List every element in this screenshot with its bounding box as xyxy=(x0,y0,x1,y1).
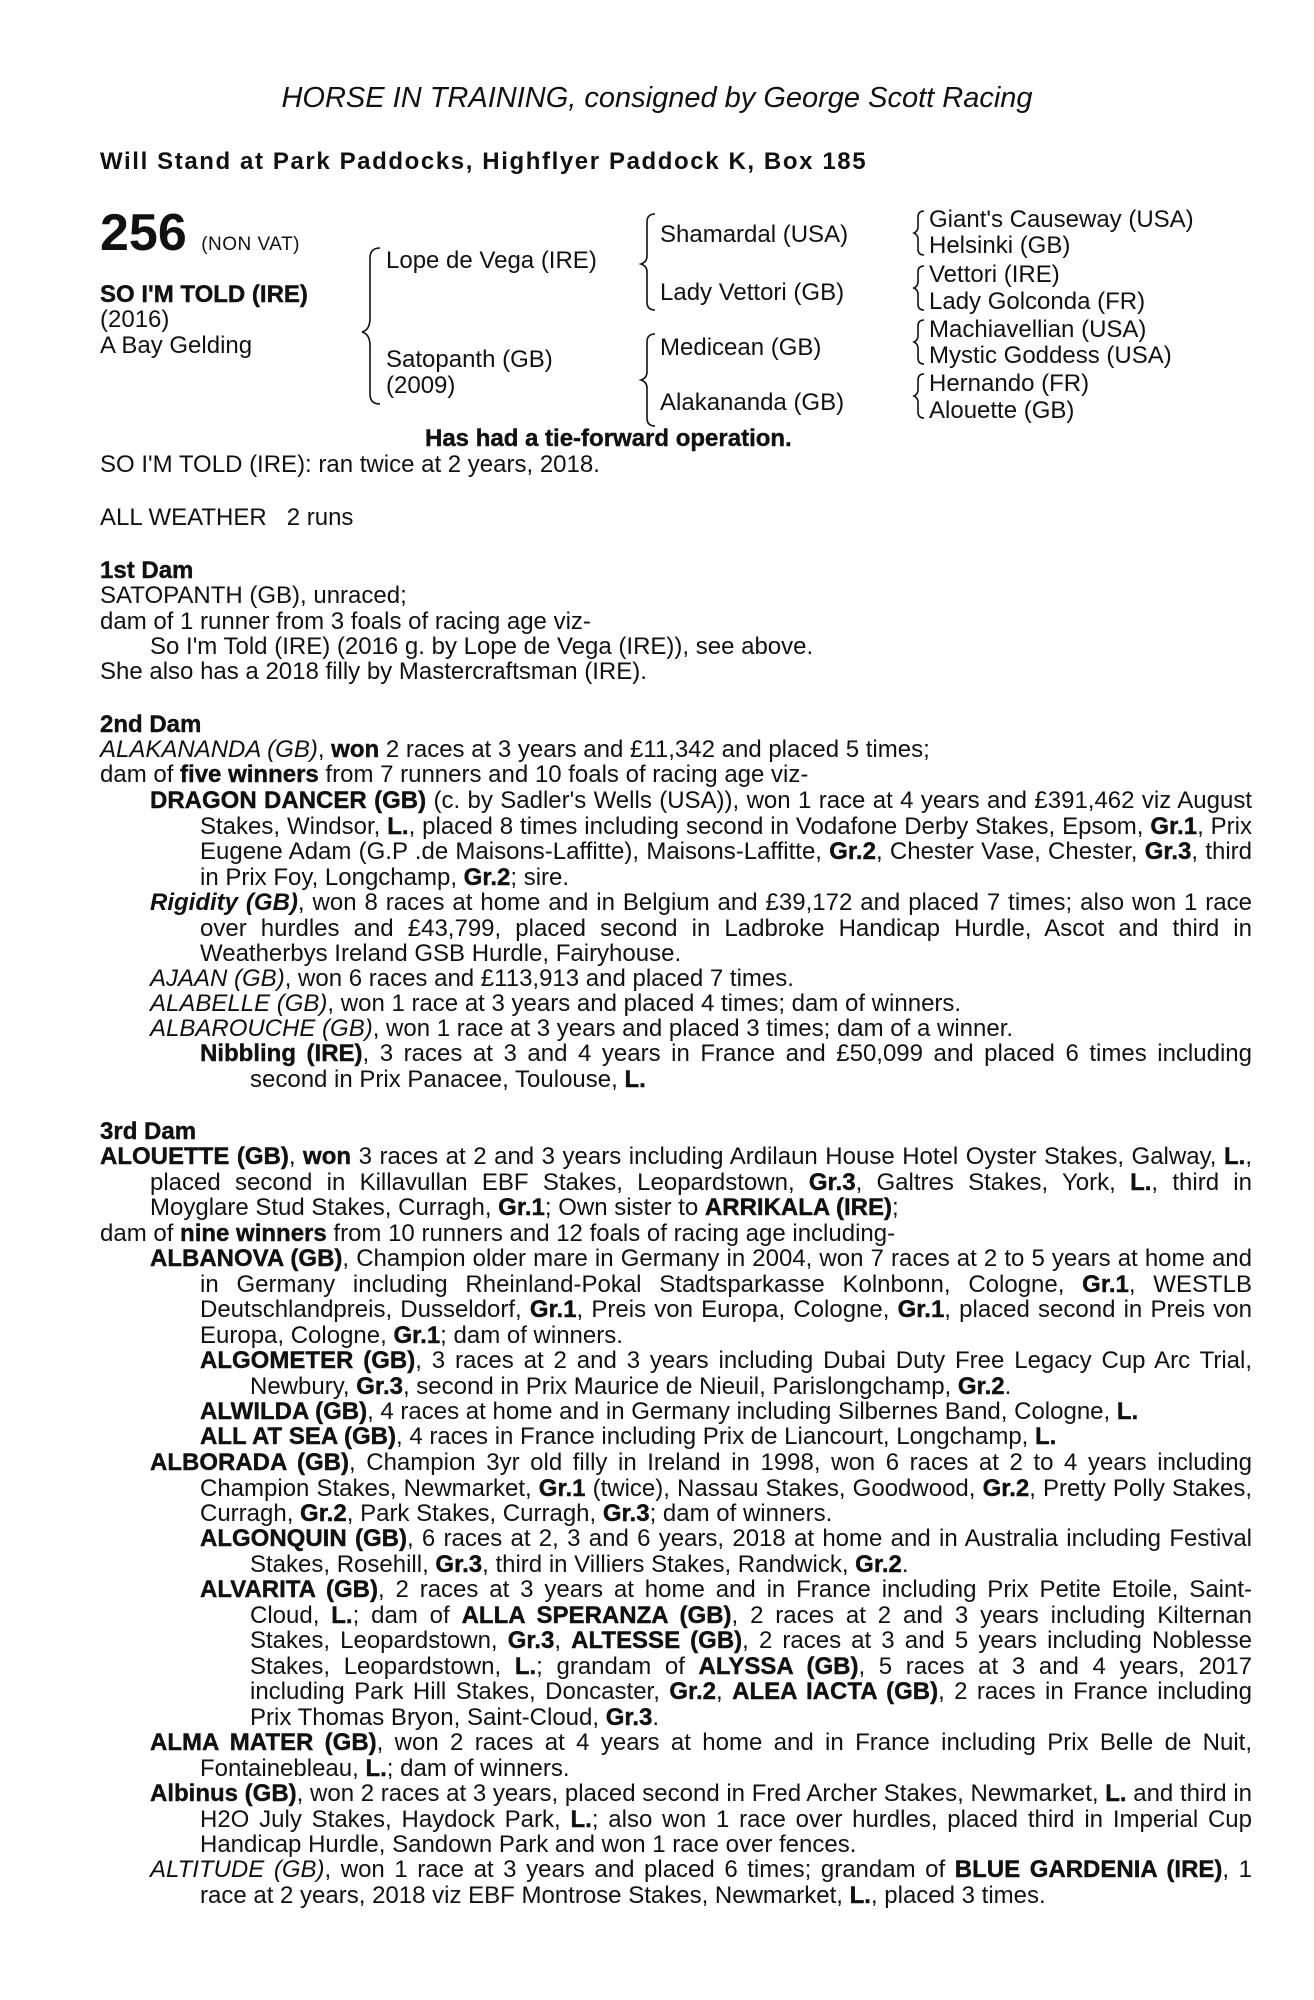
produce-dragon-dancer: DRAGON DANCER (GB) (c. by Sadler's Wells (USA)), won 1 race at 4 years and £391,462 viz August Stakes, Windsor, L., placed 8 times including second in Vodafone Derby Stakes, Epsom, Gr.1, Prix Eugene Adam (G.P .de Maisons-Laffitte), Maisons-Laffitte, Gr.2, Chester Vase, Chester, Gr.3, third in Prix Foy, Longchamp, Gr.2; sire. xyxy=(150,787,1253,891)
all-weather-value: 2 runs xyxy=(286,504,354,531)
produce-algometer: ALGOMETER (GB), 3 races at 2 and 3 years including Dubai Duty Free Legacy Cup Arc Trial, Newbury, Gr.3, second in Prix Maurice de Nieuil, Parislongchamp, Gr.2. xyxy=(200,1347,1253,1400)
dam-dam-sire: Hernando (FR) xyxy=(929,370,1090,397)
first-dam-line: dam of 1 runner from 3 foals of racing age viz- xyxy=(100,608,591,635)
produce-alborada: ALBORADA (GB), Champion 3yr old filly in Ireland in 1998, won 6 races at 2 to 4 years including Champion Stakes, Newmarket, Gr.1 (twice), Nassau Stakes, Goodwood, Gr.2, Pretty Polly Stakes, Curragh, Gr.2, Park Stakes, Curragh, Gr.3; dam of winners. xyxy=(150,1449,1253,1527)
first-dam-line: She also has a 2018 filly by Mastercraftsman (IRE). xyxy=(100,658,647,685)
sire-sire-sire: Giant's Causeway (USA) xyxy=(929,206,1194,233)
all-weather-line xyxy=(100,505,353,531)
sire-dam-dam: Lady Golconda (FR) xyxy=(929,288,1146,315)
vat-status: (NON VAT) xyxy=(201,234,301,255)
produce-nibbling: Nibbling (IRE), 3 races at 3 and 4 years in France and £50,099 and placed 6 times including second in Prix Panacee, Toulouse, L. xyxy=(200,1040,1252,1093)
stand-location: Will Stand at Park Paddocks, Highflyer Paddock K, Box 185 xyxy=(100,148,868,175)
produce-albinus: Albinus (GB), won 2 races at 3 years, placed second in Fred Archer Stakes, Newmarket, L. and third in H2O July Stakes, Haydock Park, L.; also won 1 race over hurdles, placed third in Imperial Cup Handicap Hurdle, Sandown Park and won 1 race over fences. xyxy=(150,1780,1253,1858)
produce-altitude: ALTITUDE (GB), won 1 race at 3 years and placed 6 times; grandam of BLUE GARDENIA (IRE), 1 race at 2 years, 2018 viz EBF Montrose Stakes, Newmarket, L., placed 3 times. xyxy=(150,1856,1253,1909)
dam-sire: Medicean (GB) xyxy=(660,334,822,361)
horse-year: (2016) xyxy=(100,306,170,333)
horse-name: SO I'M TOLD (IRE) xyxy=(100,281,308,308)
produce-albarouche: ALBAROUCHE (GB), won 1 race at 3 years and placed 3 times; dam of a winner. xyxy=(150,1015,1014,1042)
dam: Satopanth (GB) xyxy=(386,346,553,373)
produce-alvarita: ALVARITA (GB), 2 races at 3 years at home and in France including Prix Petite Etoile, Saint-Cloud, L.; dam of ALLA SPERANZA (GB), 2 races at 2 and 3 years including Kilternan Stakes, Leopardstown, Gr.3, ALTESSE (GB), 2 races at 3 and 5 years including Noblesse Stakes, Leopardstown, L.; grandam of ALYSSA (GB), 5 races at 3 and 4 years, 2017 including Park Hill Stakes, Doncaster, Gr.2, ALEA IACTA (GB), 2 races in France including Prix Thomas Bryon, Saint-Cloud, Gr.3. xyxy=(200,1576,1253,1731)
second-dam-line: dam of five winners from 7 runners and 10 foals of racing age viz- xyxy=(100,761,809,788)
horse-description: A Bay Gelding xyxy=(100,332,253,359)
second-dam-heading: 2nd Dam xyxy=(100,711,202,738)
sire-sire-dam: Helsinki (GB) xyxy=(929,232,1071,259)
brace-ss xyxy=(914,211,924,255)
produce-albanova: ALBANOVA (GB), Champion older mare in Germany in 2004, won 7 races at 2 to 5 years at home and in Germany including Rheinland-Pokal Stadtsparkasse Kolnbonn, Cologne, Gr.1, WESTLB Deutschlandpreis, Dusseldorf, Gr.1, Preis von Europa, Cologne, Gr.1, placed second in Preis von Europa, Cologne, Gr.1; dam of winners. xyxy=(150,1245,1252,1349)
first-dam-heading: 1st Dam xyxy=(100,557,194,584)
produce-algonquin: ALGONQUIN (GB), 6 races at 2, 3 and 6 years, 2018 at home and in Australia including Festival Stakes, Rosehill, Gr.3, third in Villiers Stakes, Randwick, Gr.2. xyxy=(200,1525,1253,1578)
produce-alabelle: ALABELLE (GB), won 1 race at 3 years and placed 4 times; dam of winners. xyxy=(150,990,962,1017)
sire-dam: Lady Vettori (GB) xyxy=(660,279,845,306)
sire: Lope de Vega (IRE) xyxy=(386,247,597,274)
dam-sire-sire: Machiavellian (USA) xyxy=(929,316,1147,343)
brace-sire xyxy=(641,214,655,310)
brace-ds xyxy=(914,320,924,364)
first-dam-line: So I'm Told (IRE) (2016 g. by Lope de Vega (IRE)), see above. xyxy=(150,633,814,660)
produce-rigidity: Rigidity (GB), won 8 races at home and in Belgium and £39,172 and placed 7 times; also won 1 race over hurdles and £43,799, placed second in Ladbroke Handicap Hurdle, Ascot and third in Weatherbys Ireland GSB Hurdle, Fairyhouse. xyxy=(150,889,1252,967)
second-dam-line: ALAKANANDA (GB), won 2 races at 3 years and £11,342 and placed 5 times; xyxy=(100,736,930,763)
brace-dam xyxy=(641,334,655,426)
produce-all-at-sea: ALL AT SEA (GB), 4 races in France including Prix de Liancourt, Longchamp, L. xyxy=(200,1423,1057,1450)
brace-sd xyxy=(914,266,924,310)
third-dam-alouette: ALOUETTE (GB), won 3 races at 2 and 3 years including Ardilaun House Hotel Oyster Stakes, Galway, L., placed second in Killavullan EBF Stakes, Leopardstown, Gr.3, Galtres Stakes, York, L., third in Moyglare Stud Stakes, Curragh, Gr.1; Own sister to ARRIKALA (IRE); xyxy=(100,1143,1252,1221)
page-title: HORSE IN TRAINING, consigned by George Scott Racing xyxy=(281,82,1033,114)
dam-sire-dam: Mystic Goddess (USA) xyxy=(929,342,1172,369)
all-weather-label: ALL WEATHER xyxy=(100,504,267,531)
dam-dam: Alakananda (GB) xyxy=(660,389,845,416)
dam-year: (2009) xyxy=(386,372,456,399)
brace-dd xyxy=(914,374,924,418)
brace-sire-dam xyxy=(362,248,380,404)
dam-dam-dam: Alouette (GB) xyxy=(929,397,1075,424)
first-dam-line: SATOPANTH (GB), unraced; xyxy=(100,582,407,609)
race-record: SO I'M TOLD (IRE): ran twice at 2 years, 2018. xyxy=(100,451,600,478)
third-dam-summary: dam of nine winners from 10 runners and 12 foals of racing age including- xyxy=(100,1220,896,1247)
produce-alma-mater: ALMA MATER (GB), won 2 races at 4 years at home and in France including Prix Belle de Nuit, Fontainebleau, L.; dam of winners. xyxy=(150,1729,1252,1782)
surgery-note: Has had a tie-forward operation. xyxy=(425,425,792,452)
produce-ajaan: AJAAN (GB), won 6 races and £113,913 and placed 7 times. xyxy=(150,965,794,992)
sire-sire: Shamardal (USA) xyxy=(660,221,849,248)
sire-dam-sire: Vettori (IRE) xyxy=(929,261,1060,288)
lot-number: 256 xyxy=(100,204,187,262)
third-dam-heading: 3rd Dam xyxy=(100,1118,197,1145)
produce-alwilda: ALWILDA (GB), 4 races at home and in Germany including Silbernes Band, Cologne, L. xyxy=(200,1398,1139,1425)
